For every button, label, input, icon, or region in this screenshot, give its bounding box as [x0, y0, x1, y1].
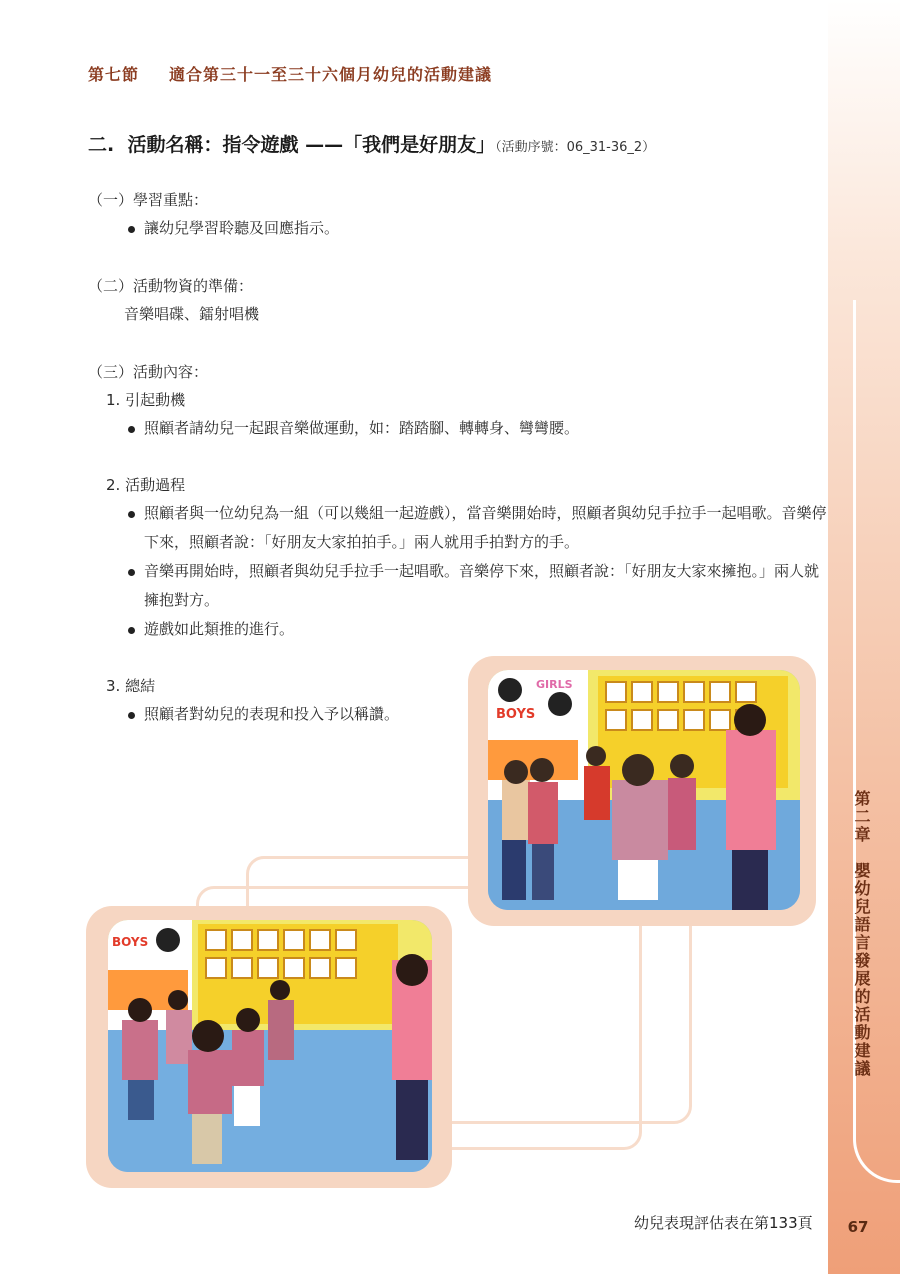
chapter-sidebar-title: 第二章 嬰幼兒語言發展的活動建議 [852, 790, 871, 1078]
step1-title: 1. 引起動機 [106, 391, 186, 409]
activity-number: 二. [88, 134, 115, 156]
list-item: 音樂再開始時，照顧者與幼兒手拉手一起唱歌。音樂停下來，照顧者說：「好朋友大家來擁抱。」兩人就擁抱對方。 [128, 557, 828, 615]
sign-boys: BOYS [112, 935, 149, 949]
classroom-scene-image [108, 920, 432, 1172]
step3-title: 3. 總結 [106, 677, 156, 695]
step3-list [88, 700, 468, 729]
list-item: 照顧者對幼兒的表現和投入予以稱讚。 [128, 700, 468, 729]
learning-focus-section [88, 186, 339, 243]
footer-note: 幼兒表現評估表在第133頁 [634, 1214, 813, 1232]
sign-girls: GIRLS [536, 678, 573, 691]
section-title: 適合第三十一至三十六個月幼兒的活動建議 [169, 65, 493, 84]
page-number: 67 [847, 1218, 869, 1236]
step2-title: 2. 活動過程 [106, 476, 186, 494]
list-item: 遊戲如此類推的進行。 [128, 615, 828, 644]
list-item: 讓幼兒學習聆聽及回應指示。 [128, 214, 339, 243]
content-heading: （三）活動內容： [88, 363, 209, 381]
classroom-scene-image [488, 670, 800, 910]
section-header [88, 62, 492, 85]
list-item: 照顧者與一位幼兒為一組（可以幾組一起遊戲），當音樂開始時，照顧者與幼兒手拉手一起唱歌。音樂停下來，照顧者說：「好朋友大家拍拍手。」兩人就用手拍對方的手。 [128, 499, 828, 557]
step2-list [88, 499, 828, 644]
activity-name: 活動名稱：指令遊戲 ——「我們是好朋友」 [127, 134, 496, 156]
activity-title [88, 130, 655, 157]
photo-frame-bottom [86, 906, 452, 1188]
photo-frame-top [468, 656, 816, 926]
step1-list [88, 414, 828, 443]
materials-heading: （二）活動物資的準備： [88, 277, 254, 295]
materials-section [88, 272, 259, 328]
sign-boys: BOYS [496, 707, 536, 722]
materials-text: 音樂唱碟、鐳射唱機 [124, 305, 260, 323]
learning-focus-heading: （一）學習重點： [88, 191, 209, 209]
section-label: 第七節 [88, 65, 140, 84]
activity-photo-hug [488, 670, 800, 910]
activity-photo-exercise [108, 920, 432, 1172]
activity-serial: （活動序號：06_31-36_2） [495, 140, 656, 155]
list-item: 照顧者請幼兒一起跟音樂做運動，如：踏踏腳、轉轉身、彎彎腰。 [128, 414, 828, 443]
learning-focus-list [88, 214, 339, 243]
